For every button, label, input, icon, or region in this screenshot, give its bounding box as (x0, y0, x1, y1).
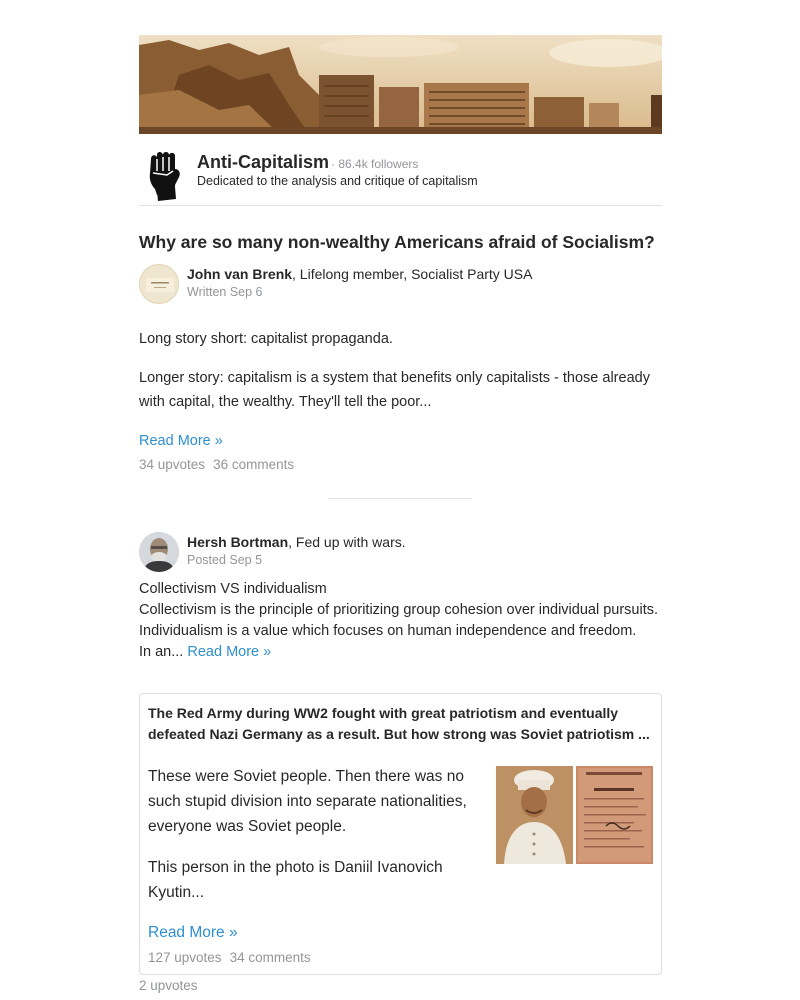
avatar[interactable] (139, 264, 179, 304)
space-banner-image (139, 35, 662, 134)
upvote-count[interactable]: 2 upvotes (139, 978, 198, 993)
upvote-count[interactable]: 34 upvotes (139, 457, 206, 472)
feed-divider (328, 498, 472, 499)
post-date[interactable]: Posted Sep 5 (187, 553, 263, 567)
shared-answer-card[interactable] (139, 693, 662, 975)
upvote-count[interactable]: 127 upvotes (148, 950, 222, 965)
avatar[interactable] (139, 532, 179, 572)
shared-answer-stats (148, 950, 311, 965)
shared-answer-paragraph: These were Soviet people. Then there was no such stupid division into separate nationalities, everyone was Soviet people. (148, 768, 467, 835)
author-name[interactable]: Hersh Bortman (187, 534, 289, 550)
read-more-link[interactable]: Read More » (148, 924, 238, 941)
space-description: Dedicated to the analysis and critique of capitalism (197, 174, 478, 188)
shared-answer-paragraph: This person in the photo is Daniil Ivanovich Kyutin... (148, 859, 443, 901)
author-credential: , Fed up with wars. (288, 534, 406, 550)
post-stats (139, 978, 198, 993)
read-more-link-wrapper (139, 429, 662, 453)
question-title[interactable]: Why are so many non-wealthy Americans afraid of Socialism? (139, 232, 655, 252)
post-date[interactable]: Written Sep 6 (187, 285, 263, 299)
answer-paragraph: Longer story: capitalism is a system that benefits only capitalists - those already with capital, the wealthy. They'll tell the poor... (139, 370, 650, 410)
shared-answer-photo-portrait[interactable] (496, 766, 573, 864)
post-line: Collectivism VS individualism (139, 581, 327, 597)
answer-paragraph: Long story short: capitalist propaganda. (139, 331, 393, 347)
space-name[interactable] (197, 152, 418, 173)
comment-count[interactable]: 36 comments (213, 457, 295, 472)
comment-count[interactable]: 34 comments (229, 950, 311, 965)
post-line: Collectivism is the principle of prioritizing group cohesion over individual pursuits. Individualism is a value which focuses on human independence and freedom. (139, 602, 659, 639)
post-stats (139, 457, 294, 472)
space-name-text[interactable]: Anti-Capitalism (197, 152, 330, 172)
post-line-last (139, 642, 662, 663)
author-line (187, 534, 406, 550)
author-line (187, 266, 532, 282)
space-followers: · 86.4k followers (331, 157, 419, 171)
read-more-link[interactable]: Read More » (139, 433, 223, 449)
author-name[interactable]: John van Brenk (187, 266, 293, 282)
space-header (139, 145, 662, 206)
read-more-link[interactable]: Read More » (187, 644, 272, 660)
raised-fist-icon (145, 151, 183, 201)
shared-answer-title[interactable]: The Red Army during WW2 fought with great patriotism and eventually defeated Nazi Germany as a result. But how strong was Soviet patriotism ... (148, 705, 650, 742)
author-credential: , Lifelong member, Socialist Party USA (292, 266, 533, 282)
post-body (139, 579, 662, 663)
post-line-text: In an... (139, 644, 184, 660)
shared-answer-photo-document[interactable] (576, 766, 653, 864)
